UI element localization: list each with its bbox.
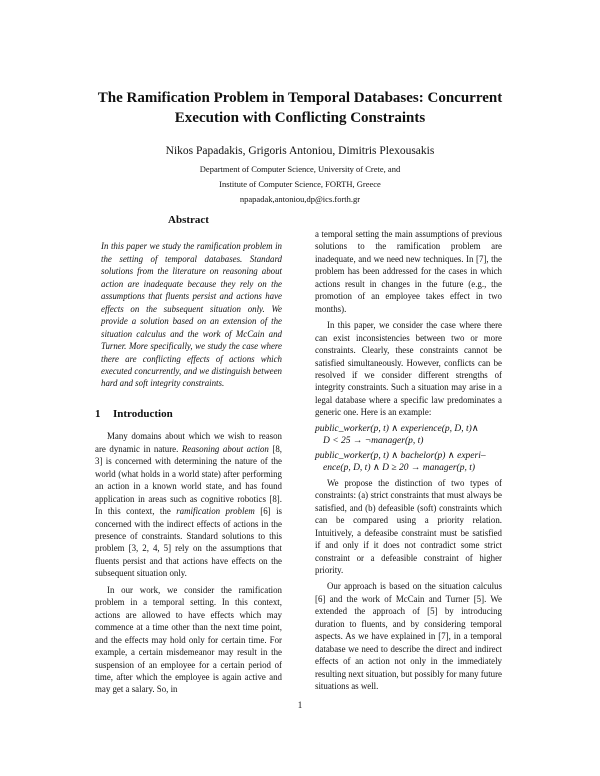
right-paragraph-3: We propose the distinction of two types of constraints: (a) strict constraints that must always be satisfied, and (b) defeasible (soft) constraints which can be compared using a priority relation. Intuitively, a defeasibe constraint must be satisfied if and only if it does not contradict some strict constraint or a defeasible constraint of higher priority. (315, 477, 502, 575)
affiliation-2: Institute of Computer Science, FORTH, Greece (219, 179, 381, 189)
formula-1-line-1: public_worker(p, t) ∧ experience(p, D, t)∧ (315, 423, 479, 434)
title-line-1: The Ramification Problem in Temporal Databases: Concurrent (97, 90, 503, 106)
section-title: Introduction (113, 407, 173, 420)
right-paragraph-4: Our approach is based on the situation calculus [6] and the work of McCain and Turner [5]. We extended the approach of [5] by introducing duration to fluents, and by considering temporal aspects. As we have explained in [7], in a temporal database we need to describe the direct and indirect effects of an action not only in the immediately resulting next situation, but possibly for many future situations as well. (315, 581, 502, 692)
author-list: Nikos Papadakis, Grigoris Antoniou, Dimitris Plexousakis (165, 145, 435, 157)
emphasis-ramification-problem: ramification problem (176, 506, 255, 517)
left-column (95, 206, 282, 700)
affiliation-1: Department of Computer Science, University of Crete, and (199, 164, 401, 174)
section-heading-introduction (95, 408, 282, 420)
formula-1 (315, 423, 502, 448)
abstract-text: In this paper we study the ramification problem in the setting of temporal databases. Standard solutions from the literature on reasoning about action are inadequate because they rely on the assumptions that fluents persist and actions have effects on the subsequent situation only. We provide a solution based on an extension of the situation calculus and the work of McCain and Turner. More specifically, we study the case where there are conflicting effects of actions which executed concurrently, and we distinguish between hard and soft integrity constraints. (101, 241, 282, 389)
emphasis-reasoning-about-action: Reasoning about action (181, 443, 269, 454)
title-line-2: Execution with Conflicting Constraints (174, 110, 426, 126)
paper-title (70, 88, 530, 128)
author-email: npapadak,antoniou,dp@ics.forth.gr (239, 194, 361, 204)
page-number: 1 (297, 700, 303, 710)
formula-2-line-1: public_worker(p, t) ∧ bachelor(p) ∧ experi– (315, 450, 486, 461)
formula-2 (315, 450, 502, 475)
abstract-heading: Abstract (168, 214, 209, 226)
right-column (315, 228, 502, 697)
right-paragraph-2: In this paper, we consider the case where there can exist inconsistencies between two or more constraints. Clearly, these constraints cannot be satisfied simultaneously. However, conflicts can be resolved if we consider different strengths of integrity constraints. Such a situation may arise in a legal database where a specific law predominates a generic one. Here is an example: (315, 320, 502, 418)
intro-paragraph-2: In our work, we consider the ramification problem in a temporal setting. In this context, actions are allowed to have effects which may commence at a time other than the next time point, and the effects may hold only for certain time. For example, a certain misdemeanor may result in the suspension of an employee for a certain period of time, after which the employee is again active and may get a salary. So, in (95, 584, 282, 695)
right-paragraph-1: a temporal setting the main assumptions of previous solutions to the ramification problem are inadequate, and we need new techniques. In [7], the problem has been addressed for the cases in which actions result in changes in the future (e.g., the promotion of an employee takes effect in two months). (315, 229, 502, 314)
formula-1-line-2: D < 25 → ¬manager(p, t) (323, 436, 424, 447)
intro-paragraph-1: Many domains about which we wish to reason are dynamic in nature. Reasoning about action [8, 3] is concerned with determining the nature of the world (what holds in a world state) after performing an action in a known world state, and has found application in areas such as cognitive robotics [8]. In this context, the ramification problem [6] is concerned with the indirect effects of actions in the presence of constraints. Standard solutions to this problem [3, 2, 4, 5] rely on the assumptions that fluents persist and that actions have effects on the subsequent situation only. (95, 431, 282, 579)
formula-2-line-2: ence(p, D, t) ∧ D ≥ 20 → manager(p, t) (323, 463, 475, 474)
section-number: 1 (95, 407, 101, 420)
